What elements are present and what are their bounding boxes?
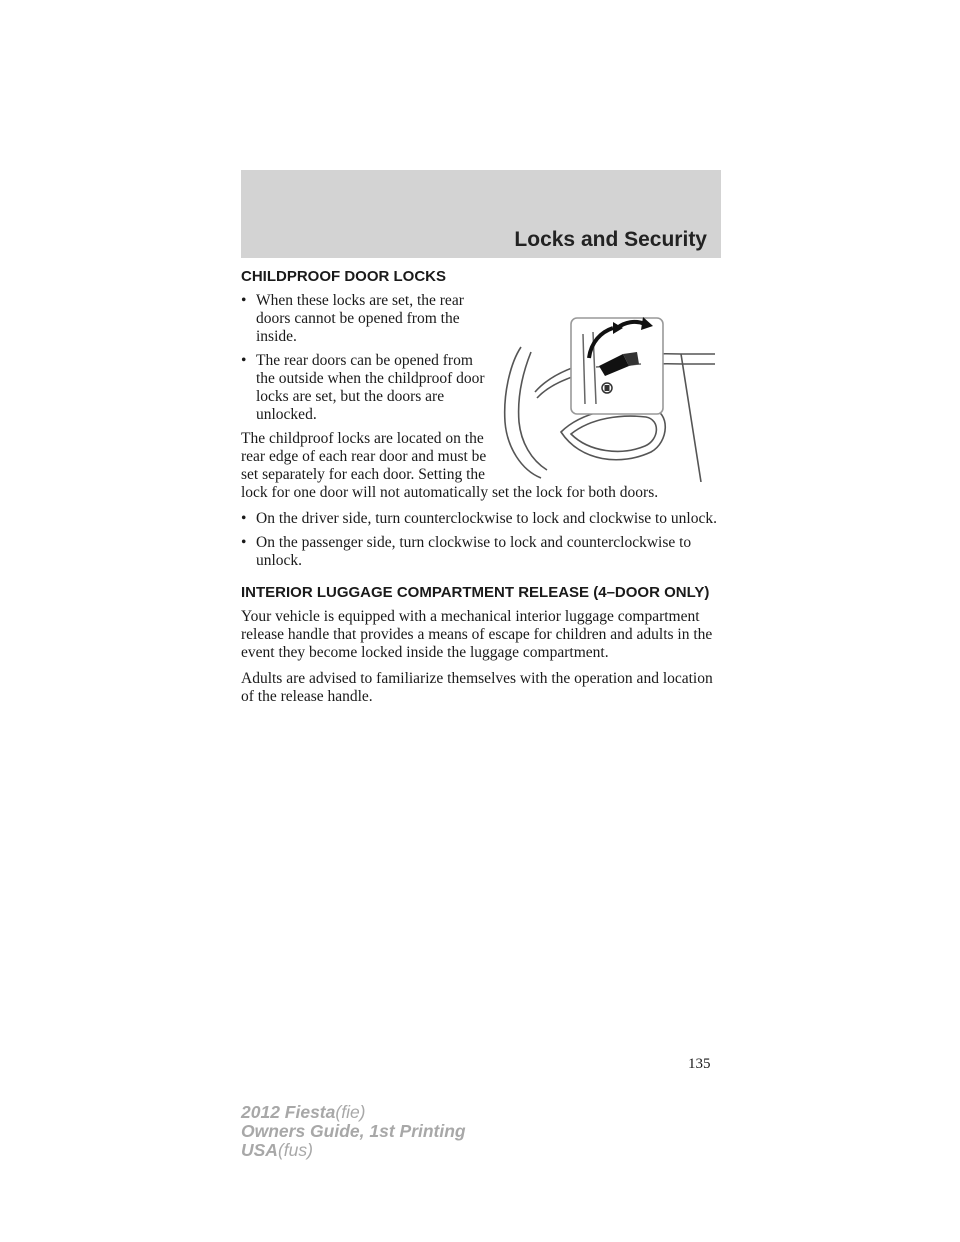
childproof-bullets	[241, 292, 721, 424]
page-content	[241, 268, 721, 714]
list-item: • On the driver side, turn counterclockwise to lock and clockwise to unlock.	[241, 510, 721, 528]
footer-line-edition	[241, 1122, 466, 1141]
footer-market-code: (fus)	[277, 1140, 313, 1160]
footer-line-market	[241, 1141, 466, 1160]
section-header-band	[241, 170, 721, 258]
luggage-paragraph: Adults are advised to familiarize themselves with the operation and location of the release handle.	[241, 670, 713, 705]
footer	[241, 1103, 466, 1160]
heading-childproof-locks: CHILDPROOF DOOR LOCKS	[241, 268, 446, 285]
childproof-paragraph: The childproof locks are located on the rear edge of each rear door and must be set separately for each door. Setting the lock for one door will not automatically set the lock for both doors.	[241, 430, 659, 501]
footer-line-model	[241, 1103, 466, 1122]
section-title: Locks and Security	[514, 228, 707, 251]
list-item: • On the passenger side, turn clockwise to lock and counterclockwise to unlock.	[241, 534, 721, 570]
list-item: • When these locks are set, the rear doors cannot be opened from the inside.	[241, 292, 721, 346]
heading-luggage-release: INTERIOR LUGGAGE COMPARTMENT RELEASE (4–DOOR ONLY)	[241, 584, 710, 601]
list-item: • The rear doors can be opened from the outside when the childproof door locks are set, but the doors are unlocked.	[241, 352, 721, 424]
footer-market: USA	[241, 1140, 278, 1160]
luggage-paragraph: Your vehicle is equipped with a mechanical interior luggage compartment release handle that provides a means of escape for children and adults in the event they become locked inside the luggage compartment.	[241, 608, 713, 661]
footer-edition: Owners Guide, 1st Printing	[241, 1121, 466, 1141]
footer-model: 2012 Fiesta	[241, 1102, 336, 1122]
page-number: 135	[688, 1056, 711, 1072]
footer-model-code: (fie)	[335, 1102, 366, 1122]
lock-direction-bullets	[241, 510, 721, 570]
